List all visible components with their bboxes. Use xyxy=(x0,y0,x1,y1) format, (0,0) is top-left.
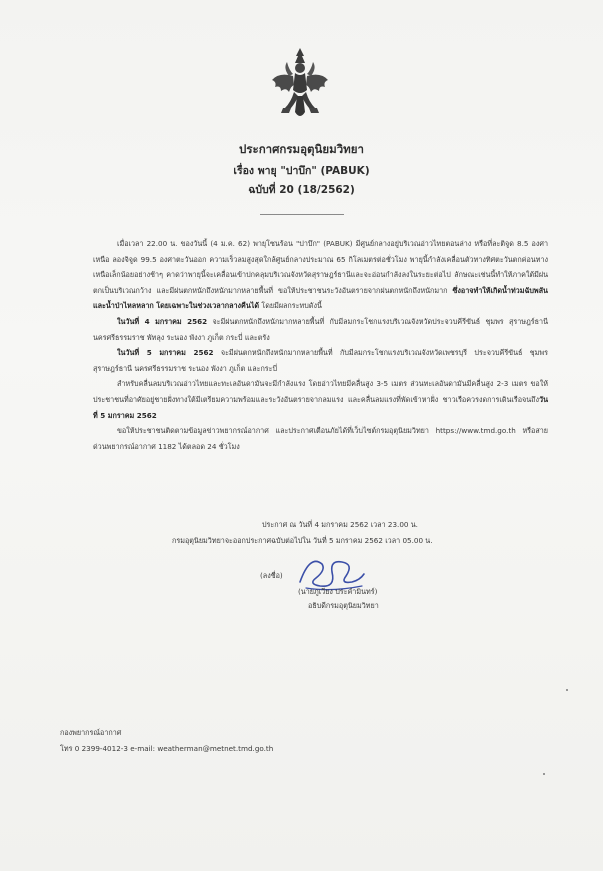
signer-name: (นายภูเวียง ประคำมินทร์) xyxy=(298,587,378,596)
jan-5-text: จะมีฝนตกหนักถึงหนักมากหลายพื้นที่ กับมีลมกระโชกแรงบริเวณจังหวัดเพชรบุรี ประจวบคีรีขันธ์ ชุมพร สุราษฎร์ธานี นครศรีธรรมราช ระนอง พังงา ภูเก็ต และกระบี่ xyxy=(93,348,548,373)
announcement-body xyxy=(93,236,548,454)
paragraph-jan-4 xyxy=(93,314,548,345)
paragraph-waves xyxy=(93,376,548,423)
announcement-date: ประกาศ ณ วันที่ 4 มกราคม 2562 เวลา 23.00 น. xyxy=(262,520,418,529)
footer-division: กองพยากรณ์อากาศ xyxy=(60,728,122,737)
announcement-subject: เรื่อง พายุ "ปาบึก" (PABUK) xyxy=(233,165,370,177)
signed-label: (ลงชื่อ) xyxy=(260,571,283,580)
waves-date: วันที่ 5 มกราคม 2562 xyxy=(93,394,548,420)
next-issue-note: กรมอุตุนิยมวิทยาจะออกประกาศฉบับต่อไปใน วันที่ 5 มกราคม 2562 เวลา 05.00 น. xyxy=(172,536,433,545)
title-divider xyxy=(260,214,344,215)
jan-4-text: จะมีฝนตกหนักถึงหนักมากหลายพื้นที่ กับมีลมกระโชกแรงบริเวณจังหวัดประจวบคีรีขันธ์ ชุมพร สุราษฎร์ธานี นครศรีธรรมราช พัทลุง ระนอง พังงา ภูเก็ต กระบี่ และตรัง xyxy=(93,316,548,342)
paragraph-contact-info xyxy=(93,423,548,454)
announcement-issue-number: ฉบับที่ 20 (18/2562) xyxy=(248,184,355,196)
situation-text: เมื่อเวลา 22.00 น. ของวันนี้ (4 ม.ค. 62) พายุโซนร้อน "ปาบึก" (PABUK) มีศูนย์กลางอยู่บริเวณอ่าวไทยตอนล่าง หรือที่ละติจูด 8.5 องศาเหนือ ลองจิจูด 99.5 องศาตะวันออก ความเร็วลมสูงสุดใกล้ศูนย์กลางประมาณ 65 กิโลเมตรต่อชั่วโมง พายุนี้กำลังเคลื่อนตัวทางทิศตะวันตกค่อนทางเหนือเล็กน้อยอย่างช้าๆ คาดว่าพายุนี้จะเคลื่อนเข้าปกคลุมบริเวณจังหวัดสุราษฎร์ธานีและจะอ่อนกำลังลงในระยะต่อไป ลักษณะเช่นนี้ทำให้ภาคใต้มีฝนตกเป็นบริเวณกว้าง และมีฝนตกหนักถึงหนักมากหลายพื้นที่ ขอให้ประชาชนระวังอันตรายจากฝนตกหนักถึงหนักมาก xyxy=(93,239,548,295)
garuda-emblem-icon xyxy=(269,46,331,122)
paper-speck xyxy=(543,773,545,775)
jan-5-heading: ในวันที่ 5 มกราคม 2562 xyxy=(117,348,214,358)
waves-text: สำหรับคลื่นลมบริเวณอ่าวไทยและทะเลอันดามันจะมีกำลังแรง โดยอ่าวไทยมีคลื่นสูง 3-5 เมตร ส่วนทะเลอันดามันมีคลื่นสูง 2-3 เมตร ขอให้ประชาชนที่อาศัยอยู่ชายฝั่งทางใต้มีเตรียมความพร้อมและระวังอันตรายจากลมแรง และคลื่นลมแรงที่พัดเข้าหาฝั่ง ชาวเรือควรงดการเดินเรือจนถึง xyxy=(93,379,548,404)
footer-contact: โทร 0 2399-4012-3 e-mail: weatherman@metnet.tmd.go.th xyxy=(60,744,274,753)
paragraph-situation xyxy=(93,236,548,314)
contact-info-text: ขอให้ประชาชนติดตามข้อมูลข่าวพยากรณ์อากาศ และประกาศเตือนภัยได้ที่เว็บไซต์กรมอุตุนิยมวิทยา https://www.tmd.go.th หรือสายด่วนพยากรณ์อากาศ 1182 ได้ตลอด 24 ชั่วโมง xyxy=(93,426,548,451)
paragraph-jan-5 xyxy=(93,345,548,376)
flood-warning-text: ซึ่งอาจทำให้เกิดน้ำท่วมฉับพลันและน้ำป่าไหลหลาก โดยเฉพาะในช่วงเวลากลางคืนได้ xyxy=(93,285,548,311)
situation-tail: โดยมีผลกระทบดังนี้ xyxy=(261,301,322,311)
jan-4-heading: ในวันที่ 4 มกราคม 2562 xyxy=(117,316,208,326)
paper-speck xyxy=(566,689,568,691)
signer-title: อธิบดีกรมอุตุนิยมวิทยา xyxy=(308,601,379,610)
announcement-title: ประกาศกรมอุตุนิยมวิทยา xyxy=(239,142,364,156)
